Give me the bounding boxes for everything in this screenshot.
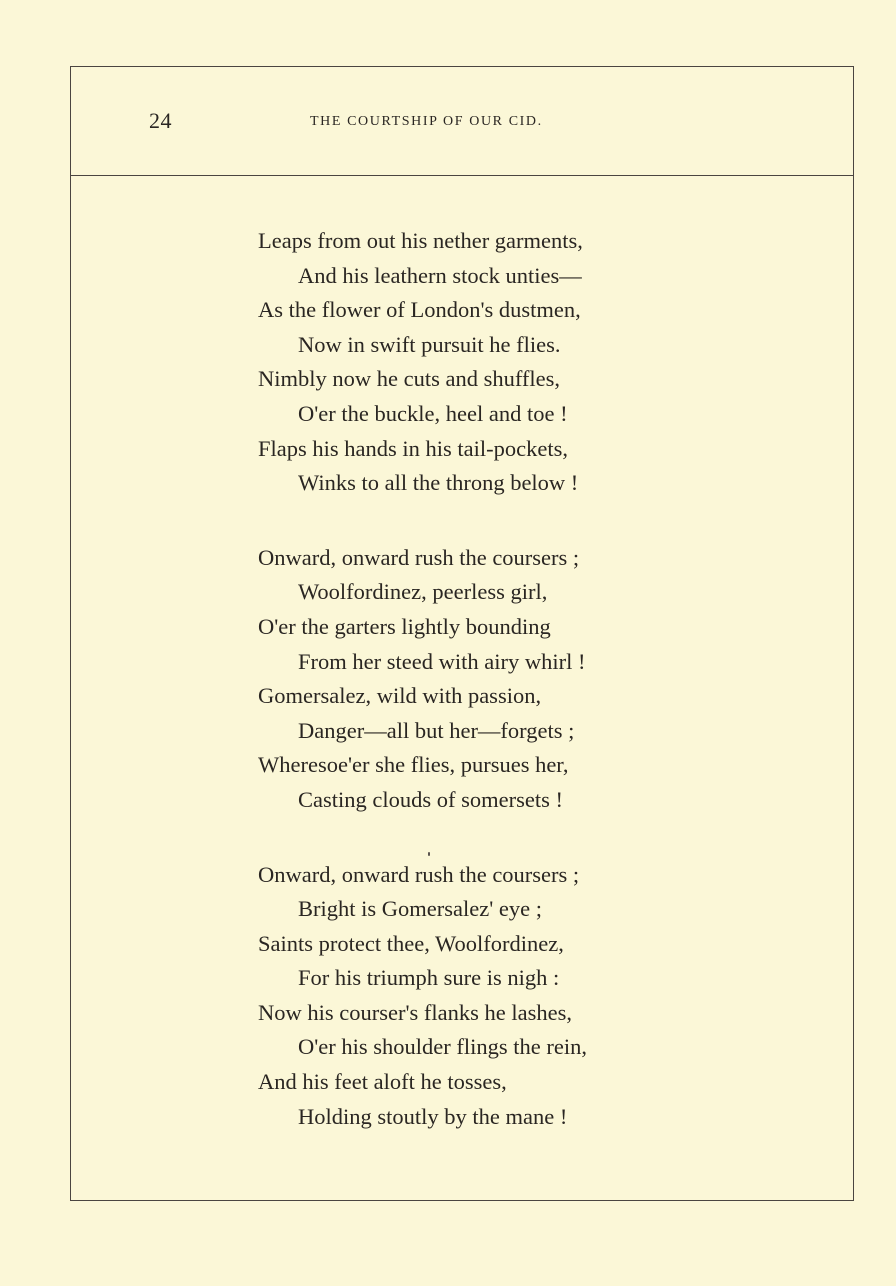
stanza-2 (258, 541, 758, 818)
verse-line: O'er the garters lightly bounding (258, 613, 551, 639)
verse-line: Flaps his hands in his tail-pockets, (258, 435, 568, 461)
ink-speck (428, 852, 430, 856)
verse-line: Wheresoe'er she flies, pursues her, (258, 752, 569, 778)
stanza-1 (258, 224, 758, 501)
verse-line: O'er the buckle, heel and toe ! (298, 400, 568, 426)
verse-line: Now in swift pursuit he flies. (298, 331, 561, 357)
header-rule (70, 175, 854, 176)
verse-line: And his leathern stock unties— (298, 262, 582, 288)
verse-line: As the flower of London's dustmen, (258, 297, 581, 323)
running-title: THE COURTSHIP OF OUR CID. (310, 114, 543, 129)
stanza-3 (258, 858, 758, 1135)
verse-line: Woolfordinez, peerless girl, (298, 579, 548, 605)
verse-line: And his feet aloft he tosses, (258, 1069, 507, 1095)
page-number: 24 (149, 108, 172, 133)
verse-line: Casting clouds of somersets ! (298, 786, 563, 812)
verse-line: Saints protect thee, Woolfordinez, (258, 930, 564, 956)
verse-line: Now his courser's flanks he lashes, (258, 999, 572, 1025)
verse-line: From her steed with airy whirl ! (298, 648, 586, 674)
verse-line: Bright is Gomersalez' eye ; (298, 896, 542, 922)
verse-line: Nimbly now he cuts and shuffles, (258, 366, 561, 392)
verse-line: Onward, onward rush the coursers ; (258, 861, 580, 887)
verse-line: Gomersalez, wild with passion, (258, 683, 542, 709)
verse-line: Onward, onward rush the coursers ; (258, 544, 580, 570)
verse-line: Danger—all but her—forgets ; (298, 717, 575, 743)
verse-line: For his triumph sure is nigh : (298, 965, 560, 991)
verse-line: O'er his shoulder flings the rein, (298, 1034, 587, 1060)
verse-line: Holding stoutly by the mane ! (298, 1103, 568, 1129)
verse-line: Leaps from out his nether garments, (258, 228, 583, 253)
poem-body (258, 224, 758, 1174)
verse-line: Winks to all the throng below ! (298, 470, 579, 496)
